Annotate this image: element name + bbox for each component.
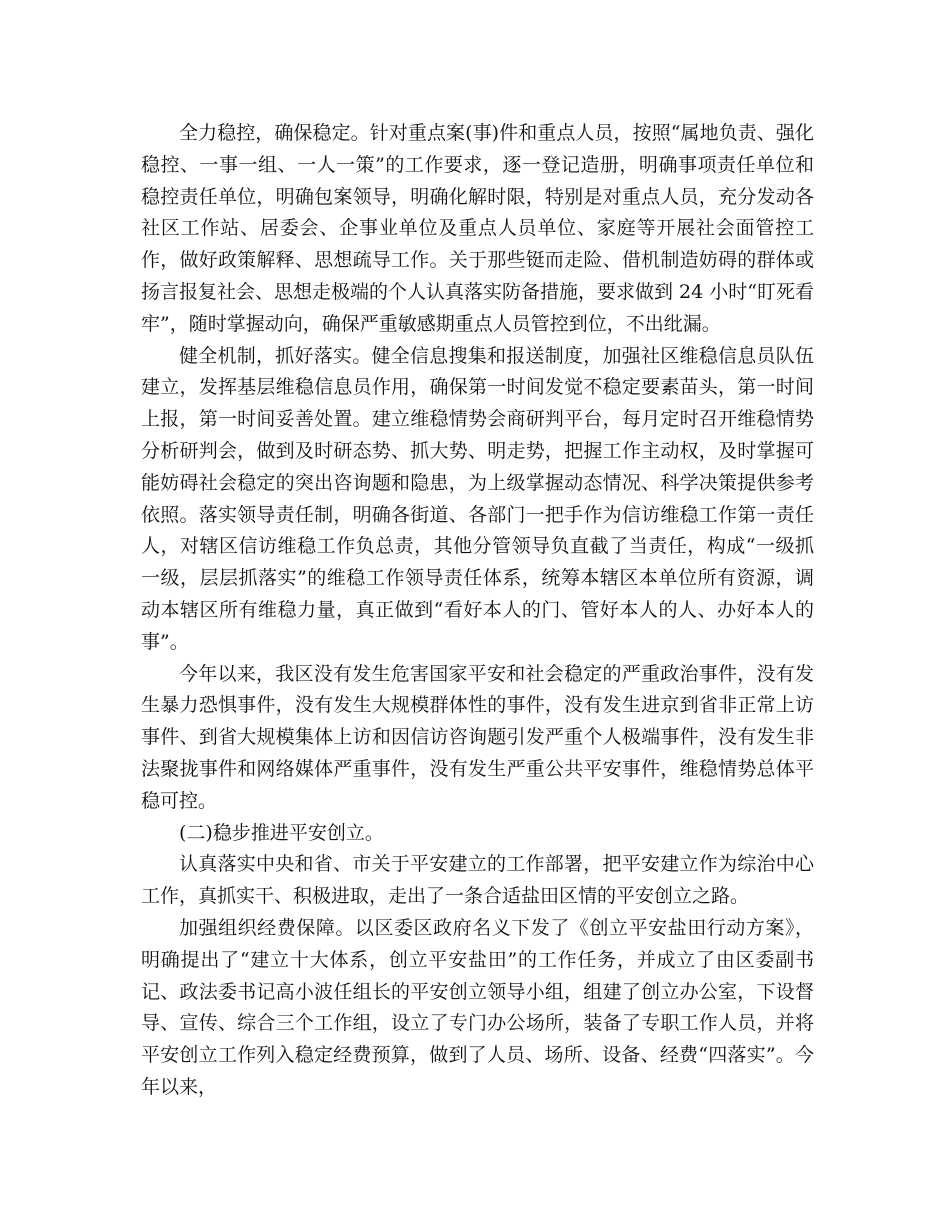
- paragraph-organization-funding: 加强组织经费保障。以区委区政府名义下发了《创立平安盐田行动方案》，明确提出了“建立十大体系，创立平安盐田”的工作任务，并成立了由区委副书记、政法委书记高小波任组长的平安创立领导小组，组建了创立办公室，下设督导、宣传、综合三个工作组，设立了专门办公场所，装备了专职工作人员，并将平安创立工作列入稳定经费预算，做到了人员、场所、设备、经费“四落实”。今年以来，: [141, 916, 814, 1098]
- section-heading-safety-creation: (二)稳步推进平安创立。: [179, 821, 384, 844]
- paragraph-this-year: 今年以来，我区没有发生危害国家平安和社会稳定的严重政治事件，没有发生暴力恐惧事件，没有发生大规模群体性的事件，没有发生进京到省非正常上访事件、到省大规模集体上访和因信访咨询题引发严重个人极端事件，没有发生非法聚拢事件和网络媒体严重事件，没有发生严重公共平安事件，维稳情势总体平稳可控。: [141, 662, 814, 812]
- paragraph-implementation: 认真落实中央和省、市关于平安建立的工作部署，把平安建立作为综治中心工作，真抓实干、积极进取，走出了一条合适盐田区情的平安创立之路。: [141, 853, 814, 908]
- document-body: [141, 118, 814, 1104]
- paragraph-mechanism: 健全机制，抓好落实。健全信息搜集和报送制度，加强社区维稳信息员队伍建立，发挥基层维稳信息员作用，确保第一时间发觉不稳定要素苗头，第一时间上报，第一时间妥善处置。建立维稳情势会商研判平台，每月定时召开维稳情势分析研判会，做到及时研态势、抓大势、明走势，把握工作主动权，及时掌握可能妨碍社会稳定的突出咨询题和隐患，为上级掌握动态情况、科学决策提供参考依照。落实领导责任制，明确各街道、各部门一把手作为信访维稳工作第一责任人，对辖区信访维稳工作负总责，其他分管领导负直截了当责任，构成“一级抓一级，层层抓落实”的维稳工作领导责任体系，统筹本辖区本单位所有资源，调动本辖区所有维稳力量，真正做到“看好本人的门、管好本人的人、办好本人的事”。: [141, 344, 814, 653]
- paragraph-stability-control: 全力稳控，确保稳定。针对重点案(事)件和重点人员，按照“属地负责、强化稳控、一事一组、一人一策”的工作要求，逐一登记造册，明确事项责任单位和稳控责任单位，明确包案领导，明确化解时限，特别是对重点人员，充分发动各社区工作站、居委会、企事业单位及重点人员单位、家庭等开展社会面管控工作，做好政策解释、思想疏导工作。关于那些铤而走险、借机制造妨碍的群体或扬言报复社会、思想走极端的个人认真落实防备措施，要求做到 24 小时“盯死看牢”，随时掌握动向，确保严重敏感期重点人员管控到位，不出纰漏。: [141, 122, 814, 335]
